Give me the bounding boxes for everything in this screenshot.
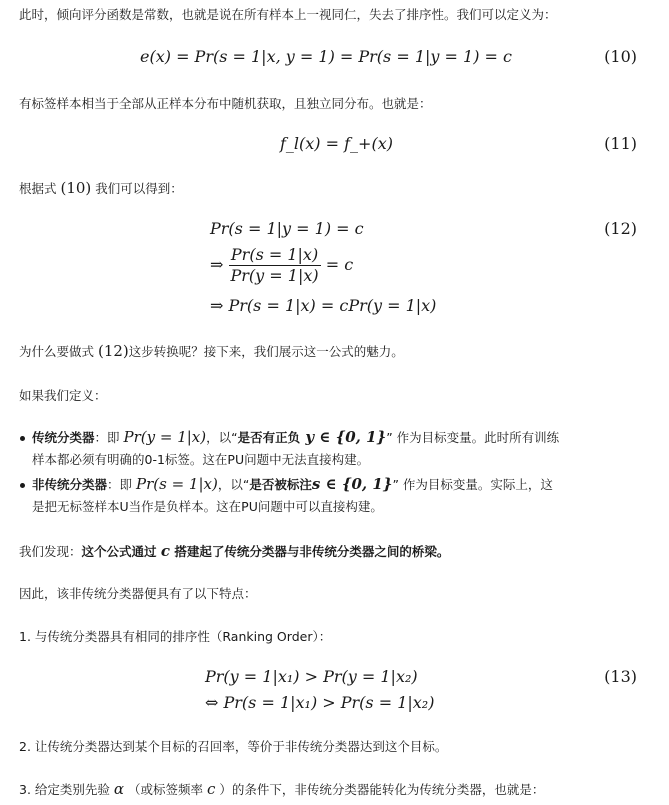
paragraph-finding: 我们发现：这个公式通过 c 搭建起了传统分类器与非传统分类器之间的桥梁。 [19,542,450,560]
list-item-3: 3. 给定类别先验 α （或标签频率 c ）的条件下，非传统分类器能转化为传统分类器，也就是： [19,780,545,798]
bullet-traditional-classifier-line2: 样本都必须有明确的0-1标签。这在PU问题中无法直接构建。 [32,452,370,467]
equation-11: f_l(x) = f_+(x) [280,134,393,153]
bullet-nontraditional-classifier-line2: 是把无标签样本U当作是负样本。这在PU问题中可以直接构建。 [32,499,383,514]
paragraph-labeled-samples: 有标签样本相当于全部从正样本分布中随机获取，且独立同分布。也就是： [19,96,432,111]
paragraph-derive: 根据式 (10) 我们可以得到： [19,179,183,197]
bullet-dot [20,483,25,488]
equation-12-line2: ⇒ $\frac{Pr(s = 1|x)}{Pr(y = 1|x)}$ = c [210,245,354,285]
equation-12-line1: Pr(s = 1|y = 1) = c [210,219,364,238]
equation-number-11: (11) [604,134,637,153]
paragraph-define: 如果我们定义： [19,388,107,403]
equation-number-10: (10) [604,47,637,66]
bullet-dot [20,436,25,441]
list-item-1: 1. 与传统分类器具有相同的排序性（Ranking Order）： [19,629,332,644]
fraction: $\frac{Pr(s = 1|x)}{Pr(y = 1|x)}$ [230,245,319,285]
equation-number-13: (13) [604,667,637,686]
equation-13-line2: ⇔ Pr(s = 1|x₁) > Pr(s = 1|x₂) [205,693,435,712]
equation-10: e(x) = Pr(s = 1|x, y = 1) = Pr(s = 1|y = 1) = c [140,47,512,66]
bullet-nontraditional-classifier: 非传统分类器：即 Pr(s = 1|x)，以“是否被标注s ∈ {0, 1}” 作为目标变量。实际上，这 [32,475,553,493]
equation-number-12: (12) [604,219,637,238]
list-item-2: 2. 让传统分类器达到某个目标的召回率，等价于非传统分类器达到这个目标。 [19,739,448,754]
paragraph-therefore: 因此，该非传统分类器便具有了以下特点： [19,586,257,601]
equation-13-line1: Pr(y = 1|x₁) > Pr(y = 1|x₂) [205,667,418,686]
paragraph-intro: 此时，倾向评分函数是常数，也就是说在所有样本上一视同仁，失去了排序性。我们可以定义为： [19,7,557,22]
paragraph-why: 为什么要做式 (12)这步转换呢？接下来，我们展示这一公式的魅力。 [19,342,404,360]
ref-eq-10: (10) [60,179,92,197]
bullet-traditional-classifier: 传统分类器：即 Pr(y = 1|x)，以“是否有正负 y ∈ {0, 1}” 作为目标变量。此时所有训练 [32,428,560,446]
ref-eq-12: (12) [97,342,129,360]
equation-12-line3: ⇒ Pr(s = 1|x) = cPr(y = 1|x) [210,296,437,315]
